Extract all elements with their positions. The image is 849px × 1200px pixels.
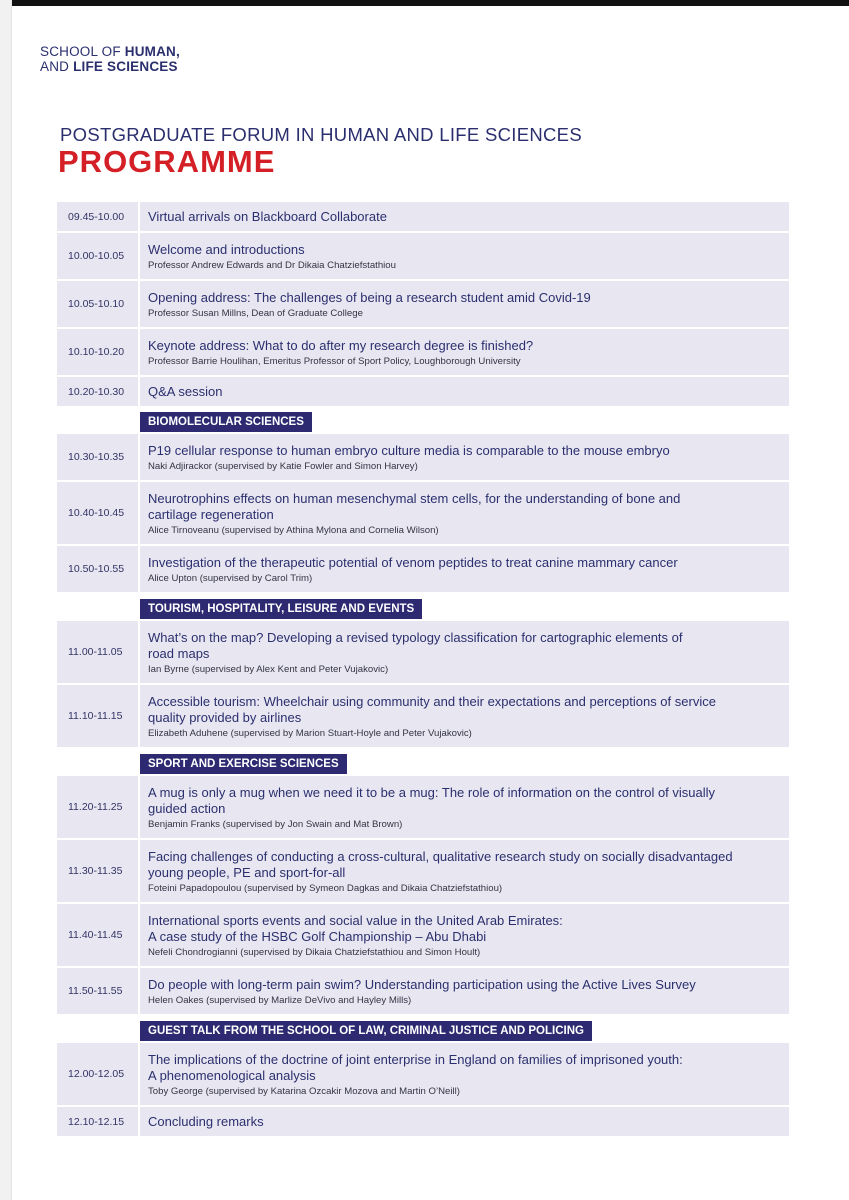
time-slot: 11.50-11.55 (57, 968, 138, 1014)
session-cell (140, 377, 789, 406)
session-cell (140, 329, 789, 375)
session-title: Do people with long-term pain swim? Understanding participation using the Active Lives Survey (148, 976, 696, 992)
session-cell (140, 482, 789, 544)
session-title-line-1: The implications of the doctrine of joint enterprise in England on families of imprisoned youth: (148, 1051, 683, 1067)
session-title-line-2: A case study of the HSBC Golf Championship – Abu Dhabi (148, 928, 487, 944)
session-speaker: Alice Tirnoveanu (supervised by Athina Mylona and Cornelia Wilson) (148, 524, 439, 536)
session-title-line-1: Neurotrophins effects on human mesenchymal stem cells, for the understanding of bone and (148, 490, 681, 506)
session-cell (140, 281, 789, 327)
session-title-line-2: road maps (148, 645, 210, 661)
page-left-edge (0, 0, 12, 1200)
session-cell (140, 840, 789, 902)
session-cell (140, 202, 789, 231)
programme-row (57, 482, 789, 544)
session-cell (140, 685, 789, 747)
session-cell (140, 434, 789, 480)
programme-row (57, 776, 789, 838)
session-speaker: Professor Andrew Edwards and Dr Dikaia Chatziefstathiou (148, 259, 396, 271)
session-speaker: Elizabeth Aduhene (supervised by Marion Stuart-Hoyle and Peter Vujakovic) (148, 727, 472, 739)
session-cell (140, 546, 789, 592)
programme-row (57, 233, 789, 279)
session-cell (140, 776, 789, 838)
programme-row (57, 202, 789, 231)
session-title: Concluding remarks (148, 1114, 264, 1129)
school-line-1: SCHOOL OF HUMAN, (40, 44, 180, 59)
session-speaker: Benjamin Franks (supervised by Jon Swain and Mat Brown) (148, 818, 403, 830)
programme-heading: PROGRAMME (58, 144, 276, 179)
programme-row (57, 621, 789, 683)
time-slot: 10.00-10.05 (57, 233, 138, 279)
session-title: Virtual arrivals on Blackboard Collaborate (148, 209, 387, 224)
session-title-line-2: quality provided by airlines (148, 709, 302, 725)
time-slot: 10.40-10.45 (57, 482, 138, 544)
session-cell (140, 233, 789, 279)
section-header-row (57, 412, 789, 432)
session-speaker: Helen Oakes (supervised by Marlize DeVivo and Hayley Mills) (148, 994, 412, 1006)
programme-row (57, 329, 789, 375)
programme-row (57, 1107, 789, 1136)
time-slot: 10.30-10.35 (57, 434, 138, 480)
programme-row (57, 968, 789, 1014)
session-title-line-2: A phenomenological analysis (148, 1067, 316, 1083)
session-cell (140, 1043, 789, 1105)
time-slot: 10.10-10.20 (57, 329, 138, 375)
session-title-line-1: International sports events and social value in the United Arab Emirates: (148, 912, 563, 928)
session-speaker: Alice Upton (supervised by Carol Trim) (148, 572, 313, 584)
top-border (0, 0, 849, 6)
session-title-line-2: cartilage regeneration (148, 506, 274, 522)
session-title: Q&A session (148, 384, 223, 399)
session-speaker: Professor Susan Millns, Dean of Graduate College (148, 307, 363, 319)
programme-row (57, 840, 789, 902)
programme-row (57, 546, 789, 592)
section-label: BIOMOLECULAR SCIENCES (140, 412, 312, 432)
time-slot: 11.00-11.05 (57, 621, 138, 683)
session-title-line-2: guided action (148, 800, 226, 816)
session-title: Opening address: The challenges of being a research student amid Covid-19 (148, 289, 591, 305)
session-cell (140, 904, 789, 966)
session-speaker: Nefeli Chondrogianni (supervised by Dikaia Chatziefstathiou and Simon Hoult) (148, 946, 481, 958)
section-header-row (57, 1021, 789, 1041)
session-title-line-2: young people, PE and sport-for-all (148, 864, 346, 880)
session-speaker: Naki Adjirackor (supervised by Katie Fowler and Simon Harvey) (148, 460, 418, 472)
section-header-row (57, 754, 789, 774)
session-title-line-1: What’s on the map? Developing a revised typology classification for cartographic elements of (148, 629, 683, 645)
session-cell (140, 1107, 789, 1136)
session-title-line-1: Accessible tourism: Wheelchair using community and their expectations and perceptions of service (148, 693, 716, 709)
section-header-row (57, 599, 789, 619)
programme-row (57, 281, 789, 327)
session-title: Keynote address: What to do after my research degree is finished? (148, 337, 534, 353)
session-title-line-1: Facing challenges of conducting a cross-cultural, qualitative research study on socially disadvantaged (148, 848, 733, 864)
section-label: GUEST TALK FROM THE SCHOOL OF LAW, CRIMINAL JUSTICE AND POLICING (140, 1021, 592, 1041)
time-slot: 11.30-11.35 (57, 840, 138, 902)
school-logo-text (40, 44, 180, 74)
time-slot: 11.40-11.45 (57, 904, 138, 966)
time-slot: 10.20-10.30 (57, 377, 138, 406)
school-line-2: AND LIFE SCIENCES (40, 59, 178, 74)
session-cell (140, 968, 789, 1014)
time-slot: 11.20-11.25 (57, 776, 138, 838)
programme-row (57, 904, 789, 966)
session-title: P19 cellular response to human embryo culture media is comparable to the mouse embryo (148, 442, 670, 458)
section-label: TOURISM, HOSPITALITY, LEISURE AND EVENTS (140, 599, 422, 619)
time-slot: 12.10-12.15 (57, 1107, 138, 1136)
forum-title: POSTGRADUATE FORUM IN HUMAN AND LIFE SCIENCES (60, 124, 582, 145)
session-speaker: Toby George (supervised by Katarina Ozcakir Mozova and Martin O’Neill) (148, 1085, 460, 1097)
time-slot: 10.50-10.55 (57, 546, 138, 592)
session-title: Investigation of the therapeutic potential of venom peptides to treat canine mammary cancer (148, 554, 678, 570)
time-slot: 10.05-10.10 (57, 281, 138, 327)
section-label: SPORT AND EXERCISE SCIENCES (140, 754, 347, 774)
time-slot: 12.00-12.05 (57, 1043, 138, 1105)
session-title: Welcome and introductions (148, 241, 305, 257)
session-cell (140, 621, 789, 683)
programme-row (57, 377, 789, 406)
time-slot: 11.10-11.15 (57, 685, 138, 747)
programme-row (57, 434, 789, 480)
session-title-line-1: A mug is only a mug when we need it to be a mug: The role of information on the control of visually (148, 784, 716, 800)
programme-row (57, 685, 789, 747)
programme-table (57, 202, 789, 1138)
time-slot: 09.45-10.00 (57, 202, 138, 231)
session-speaker: Foteini Papadopoulou (supervised by Symeon Dagkas and Dikaia Chatziefstathiou) (148, 882, 503, 894)
session-speaker: Ian Byrne (supervised by Alex Kent and Peter Vujakovic) (148, 663, 389, 675)
programme-row (57, 1043, 789, 1105)
session-speaker: Professor Barrie Houlihan, Emeritus Professor of Sport Policy, Loughborough University (148, 355, 521, 367)
